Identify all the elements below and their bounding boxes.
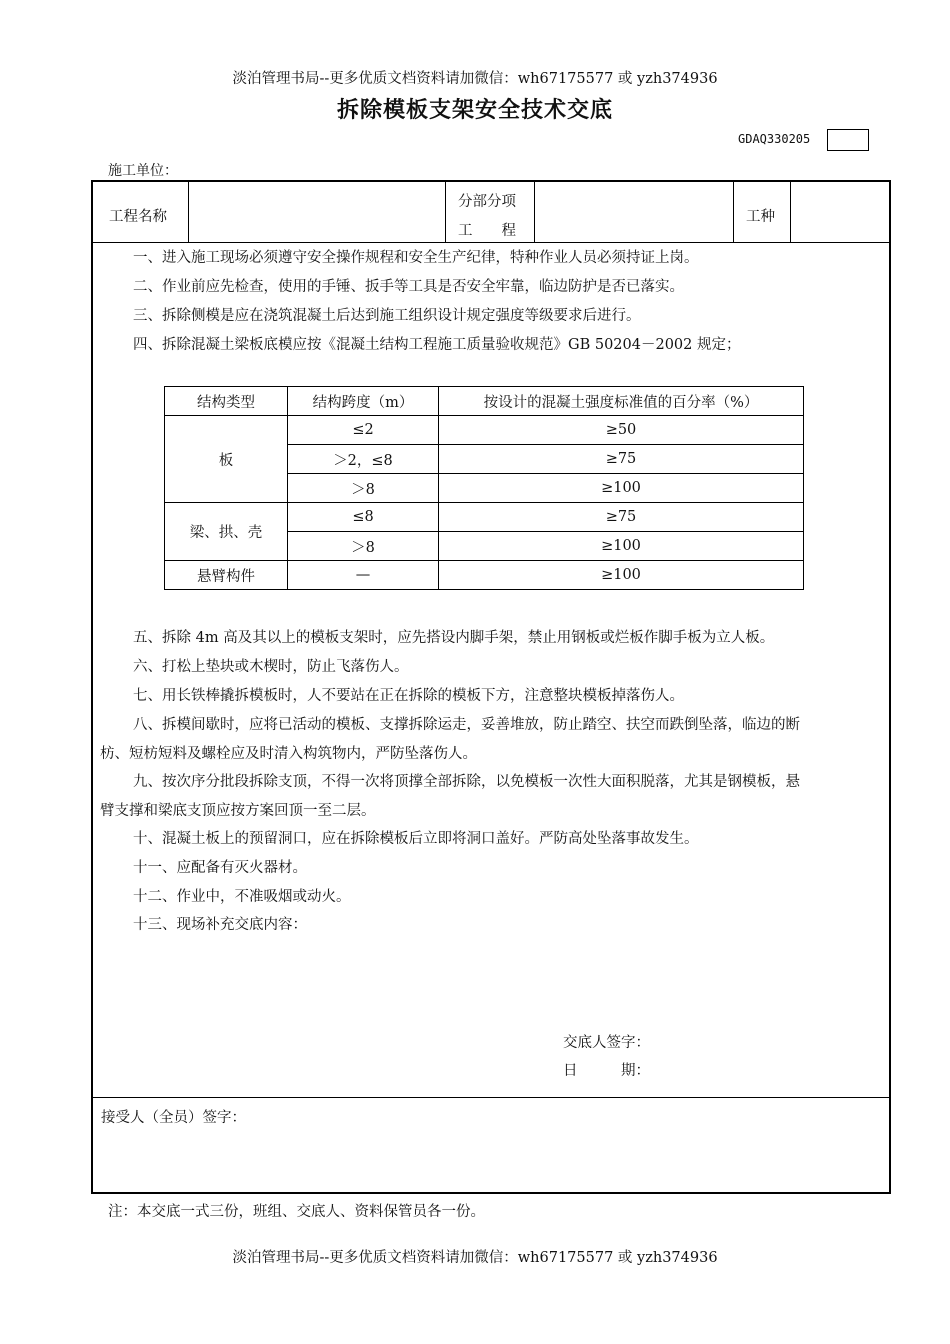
clause: 十三、现场补充交底内容： <box>133 917 307 933</box>
clause-continuation: 枋、短枋短料及螺栓应及时清入构筑物内，严防坠落伤人。 <box>100 746 477 762</box>
clause: 六、打松上垫块或木楔时，防止飞落伤人。 <box>133 659 409 675</box>
divider <box>445 182 446 242</box>
divider <box>93 242 889 243</box>
divider <box>93 1097 889 1098</box>
span-cell: ≤2 <box>288 416 439 445</box>
footer-note: 注：本交底一式三份，班组、交底人、资料保管员各一份。 <box>108 1204 485 1220</box>
clause-continuation: 臂支撑和梁底支顶应按方案回顶一至二层。 <box>100 803 376 819</box>
clause: 八、拆模间歇时，应将已活动的模板、支撑拆除运走，妥善堆放，防止踏空、扶空而跌倒坠落，临边的断 <box>133 717 800 733</box>
clause: 九、按次序分批段拆除支顶，不得一次将顶撑全部拆除，以免模板一次性大面积脱落，尤其是钢模板，悬 <box>133 774 800 790</box>
divider <box>733 182 734 242</box>
discloser-signature-label: 交底人签字： <box>563 1035 650 1051</box>
percent-cell: ≥75 <box>439 445 804 474</box>
span-cell: ≤8 <box>288 503 439 532</box>
clause: 一、进入施工现场必须遵守安全操作规程和安全生产纪律，特种作业人员必须持证上岗。 <box>133 250 699 266</box>
clause: 七、用长铁棒撬拆模板时，人不要站在正在拆除的模板下方，注意整块模板掉落伤人。 <box>133 688 684 704</box>
structure-type-cell: 梁、拱、壳 <box>165 503 288 561</box>
page-title: 拆除模板支架安全技术交底 <box>336 98 613 123</box>
span-cell: — <box>288 561 439 590</box>
watermark-top: 淡泊管理书局--更多优质文档资料请加微信：wh67175577 或 yzh374936 <box>232 71 718 87</box>
watermark-bottom: 淡泊管理书局--更多优质文档资料请加微信：wh67175577 或 yzh374936 <box>232 1250 718 1266</box>
clause: 四、拆除混凝土梁板底模应按《混凝土结构工程施工质量验收规范》GB 50204－2002 规定； <box>133 337 741 353</box>
divider <box>188 182 189 242</box>
structure-type-cell: 悬臂构件 <box>165 561 288 590</box>
date-label: 日 期： <box>563 1063 650 1079</box>
structure-type-cell: 板 <box>165 416 288 503</box>
clause: 十二、作业中，不准吸烟或动火。 <box>133 889 351 905</box>
clause: 二、作业前应先检查，使用的手锤、扳手等工具是否安全牢靠，临边防护是否已落实。 <box>133 279 684 295</box>
clause: 五、拆除 4m 高及其以上的模板支架时，应先搭设内脚手架，禁止用钢板或烂板作脚手板为立人板。 <box>133 630 775 646</box>
span-cell: ＞8 <box>288 474 439 503</box>
clause: 十、混凝土板上的预留洞口，应在拆除模板后立即将洞口盖好。严防高处坠落事故发生。 <box>133 831 699 847</box>
construction-unit-label: 施工单位： <box>108 163 178 179</box>
divider <box>790 182 791 242</box>
clause: 三、拆除侧模是应在浇筑混凝土后达到施工组织设计规定强度等级要求后进行。 <box>133 308 641 324</box>
code-box <box>827 129 869 151</box>
percent-cell: ≥100 <box>439 474 804 503</box>
percent-cell: ≥100 <box>439 561 804 590</box>
percent-cell: ≥75 <box>439 503 804 532</box>
span-cell: ＞2，≤8 <box>288 445 439 474</box>
span-cell: ＞8 <box>288 532 439 561</box>
percent-cell: ≥100 <box>439 532 804 561</box>
project-name-label: 工程名称 <box>109 209 167 225</box>
receiver-signature-label: 接受人（全员）签字： <box>101 1110 246 1126</box>
clause: 十一、应配备有灭火器材。 <box>133 860 307 876</box>
table-header: 结构跨度（m） <box>288 387 439 416</box>
table-header: 结构类型 <box>165 387 288 416</box>
strength-table <box>164 386 804 590</box>
document-code: GDAQ330205 <box>738 132 811 146</box>
sub-project-label: 分部分项 <box>458 194 516 210</box>
trade-label: 工种 <box>746 209 775 225</box>
sub-project-label-line2: 工 程 <box>458 223 516 239</box>
divider <box>534 182 535 242</box>
percent-cell: ≥50 <box>439 416 804 445</box>
table-header: 按设计的混凝土强度标准值的百分率（%） <box>439 387 804 416</box>
